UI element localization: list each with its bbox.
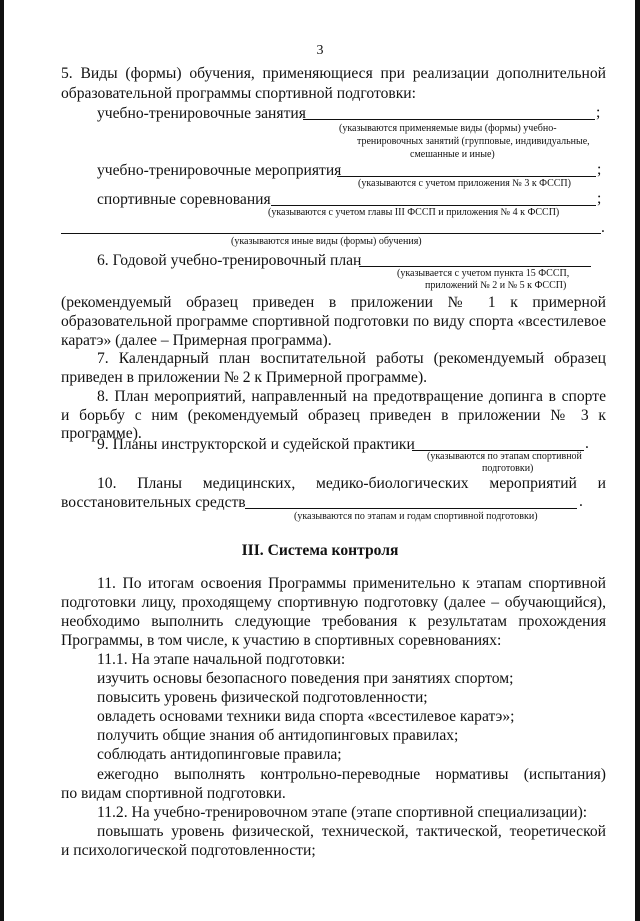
list-item: овладеть основами техники вида спорта «всестилевое каратэ»;	[97, 708, 515, 725]
other-forms-hint: (указываются иные виды (формы) обучения)	[231, 236, 422, 247]
other-forms-fill-line	[61, 233, 601, 234]
training-events-hint: (указываются с учетом приложения № 3 к ФССП)	[358, 178, 571, 189]
section-8-line-2: и борьбу с ним (рекомендуемый образец приведен в приложении № 3 к	[61, 407, 606, 424]
yearly-norms-line-1: ежегодно выполнять контрольно-переводные нормативы (испытания)	[97, 766, 606, 783]
annual-plan-hint-1: (указывается с учетом пункта 15 ФССП,	[397, 268, 570, 279]
practice-plans-period: .	[585, 435, 589, 452]
recovery-means-hint: (указываются по этапам и годам спортивной подготовки)	[294, 511, 538, 522]
page-number: 3	[316, 43, 324, 58]
training-sessions-fill-line	[303, 119, 595, 120]
section-11-line-4: Программы, в том числе, к участию в спортивных соревнованиях:	[61, 632, 502, 649]
list-item: повысить уровень физической подготовленности;	[97, 689, 428, 706]
recovery-means-label: восстановительных средств	[61, 494, 246, 511]
recovery-means-fill-line	[245, 508, 577, 509]
training-sessions-semicolon: ;	[596, 104, 601, 121]
raise-level-line-2: и психологической подготовленности;	[61, 842, 316, 859]
practice-plans-hint-1: (указываются по этапам спортивной	[427, 451, 582, 462]
section-10-line-1: 10. Планы медицинских, медико-биологических мероприятий и	[97, 475, 606, 492]
competitions-hint: (указываются с учетом главы III ФССП и приложения № 4 к ФССП)	[268, 207, 560, 218]
section-6-line-1: (рекомендуемый образец приведен в приложении № 1 к примерной	[61, 294, 606, 311]
practice-plans-hint-2: подготовки)	[482, 463, 534, 474]
training-events-fill-line	[337, 176, 596, 177]
annual-plan-hint-2: приложений № 2 и № 5 к ФССП)	[425, 280, 567, 291]
other-forms-period: .	[601, 219, 605, 236]
list-item: получить общие знания об антидопинговых правилах;	[97, 727, 459, 744]
section-7-line-1: 7. Календарный план воспитательной работы (рекомендуемый образец	[97, 350, 606, 367]
competitions-fill-line	[271, 205, 596, 206]
training-events-label: учебно-тренировочные мероприятия	[97, 162, 342, 179]
section-8-line-3: программе).	[61, 425, 142, 442]
section-11-1-heading: 11.1. На этапе начальной подготовки:	[97, 651, 346, 668]
annual-plan-label: 6. Годовой учебно-тренировочный план	[97, 252, 362, 269]
section-heading: III. Система контроля	[241, 542, 399, 559]
training-events-semicolon: ;	[597, 161, 602, 178]
training-sessions-label: учебно-тренировочные занятия	[97, 105, 306, 122]
yearly-norms-line-2: по видам спортивной подготовки.	[61, 785, 286, 802]
section-7-line-2: приведен в приложении № 2 к Примерной программе).	[61, 369, 428, 386]
training-sessions-hint-2: тренировочных занятий (групповые, индивидуальные,	[357, 136, 590, 147]
section-8-line-1: 8. План мероприятий, направленный на предотвращение допинга в спорте	[97, 388, 606, 405]
raise-level-line-1: повышать уровень физической, технической, тактической, теоретической	[97, 823, 606, 840]
section-11-line-1: 11. По итогам освоения Программы применительно к этапам спортивной	[97, 575, 606, 592]
list-item: изучить основы безопасного поведения при занятиях спортом;	[97, 670, 514, 687]
training-sessions-hint-1: (указываются применяемые виды (формы) учебно-	[339, 123, 557, 134]
section-5-line-1: 5. Виды (формы) обучения, применяющиеся при реализации дополнительной	[61, 65, 606, 82]
training-sessions-hint-3: смешанные и иные)	[410, 149, 495, 160]
section-6-line-3: каратэ» (далее – Примерная программа).	[61, 332, 332, 349]
section-6-line-2: образовательной программе спортивной подготовки по виду спорта «всестилевое	[61, 313, 606, 330]
recovery-means-period: .	[579, 493, 583, 510]
annual-plan-fill-line	[359, 266, 591, 267]
section-11-line-3: необходимо выполнить следующие требования к результатам прохождения	[61, 613, 606, 630]
section-5-line-2: образовательной программы спортивной подготовки:	[61, 85, 416, 102]
section-11-line-2: подготовки лицу, проходящему спортивную подготовку (далее – обучающийся),	[61, 594, 606, 611]
competitions-semicolon: ;	[597, 190, 602, 207]
section-11-2-heading: 11.2. На учебно-тренировочном этапе (этапе спортивной специализации):	[97, 804, 588, 821]
practice-plans-label: 9. Планы инструкторской и судейской практики	[97, 436, 415, 453]
list-item: соблюдать антидопинговые правила;	[97, 746, 342, 763]
competitions-label: спортивные соревнования	[97, 191, 271, 208]
